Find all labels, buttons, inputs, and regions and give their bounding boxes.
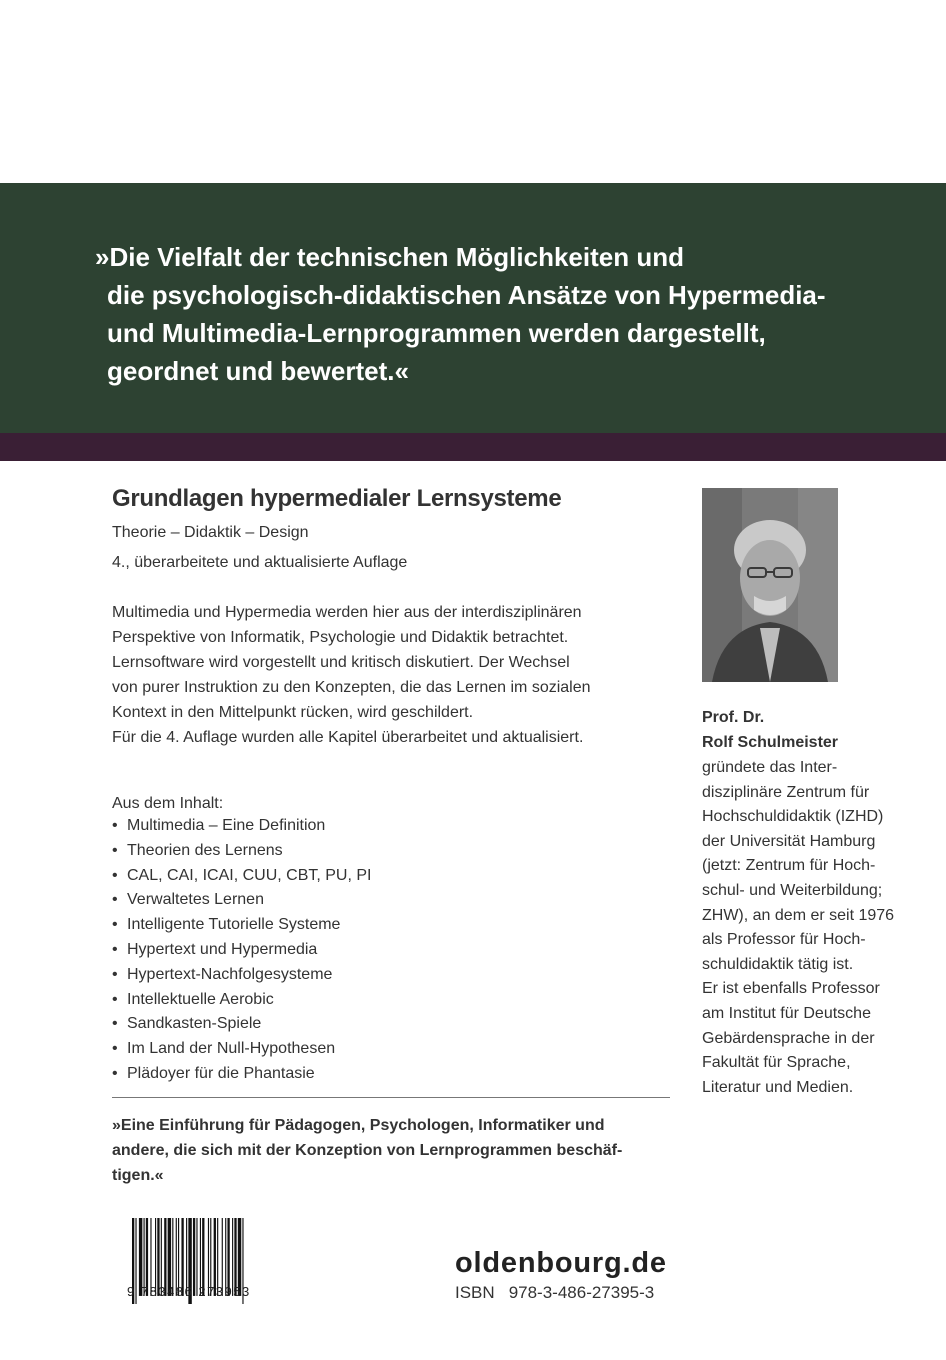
list-item: • Hypertext und Hypermedia [112,938,372,963]
description-line: Kontext in den Mittelpunkt rücken, wird geschildert. [112,704,474,721]
list-item: • CAL, CAI, ICAI, CUU, CBT, PU, PI [112,864,372,889]
description-line: Für die 4. Auflage wurden alle Kapitel überarbeitet und aktualisiert. [112,729,584,746]
bullet-icon: • [112,891,118,909]
isbn [455,1283,654,1303]
list-item: • Plädoyer für die Phantasie [112,1062,372,1087]
book-edition: 4., überarbeitete und aktualisierte Auflage [112,554,408,571]
bullet-icon: • [112,990,118,1008]
author-heading [702,705,838,755]
top-quote-line: »Die Vielfalt der technischen Möglichkeiten und [95,242,684,272]
bullet-icon: • [112,817,118,834]
isbn-label: ISBN [455,1283,495,1302]
list-item: • Intellektuelle Aerobic [112,988,372,1013]
top-quote-line: und Multimedia-Lernprogrammen werden dargestellt, [107,318,766,348]
bottom-quote-line: »Eine Einführung für Pädagogen, Psychologen, Informatiker und [112,1117,605,1134]
bullet-icon: • [112,965,118,983]
author-photo [702,488,838,682]
bio-line: ZHW), an dem er seit 1976 [702,906,895,924]
bio-line: disziplinäre Zentrum für [702,783,870,801]
bio-line: am Institut für Deutsche [702,1004,871,1022]
bio-line: Er ist ebenfalls Professor [702,980,880,998]
description-line: von purer Instruktion zu den Konzepten, die das Lernen im sozialen [112,679,591,696]
author-portrait-icon [702,488,838,682]
bio-line: als Professor für Hoch- [702,931,866,949]
list-item: • Multimedia – Eine Definition [112,814,372,839]
bullet-icon: • [112,1040,118,1058]
publisher-url: oldenbourg.de [455,1247,667,1279]
author-name: Rolf Schulmeister [702,734,839,751]
book-subtitle: Theorie – Didaktik – Design [112,524,309,541]
isbn-number: 978-3-486-27395-3 [508,1283,655,1302]
bio-line: Literatur und Medien. [702,1078,854,1096]
bullet-icon: • [112,841,118,859]
contents-heading: Aus dem Inhalt: [112,795,224,812]
list-item: • Verwaltetes Lernen [112,888,372,913]
barcode-number: 9 783486 273953 [127,1284,251,1299]
author-title: Prof. Dr. [702,709,765,726]
list-item: • Sandkasten-Spiele [112,1012,372,1037]
contents-list [112,814,372,1087]
description-line: Perspektive von Informatik, Psychologie und Didaktik betrachtet. [112,629,569,646]
top-quote [95,238,855,390]
accent-stripe [0,433,946,461]
divider [112,1097,670,1098]
top-quote-line: die psychologisch-didaktischen Ansätze von Hypermedia- [107,280,826,310]
bio-line: (jetzt: Zentrum für Hoch- [702,857,876,875]
bullet-icon: • [112,940,118,958]
bottom-quote-line: tigen.« [112,1167,164,1184]
bio-line: Hochschuldidaktik (IZHD) [702,808,884,826]
bio-line: Gebärdensprache in der [702,1029,875,1047]
bio-line: schul- und Weiterbildung; [702,881,883,899]
bullet-icon: • [112,916,118,934]
bio-line: der Universität Hamburg [702,832,876,850]
list-item: • Intelligente Tutorielle Systeme [112,913,372,938]
bullet-icon: • [112,1015,118,1033]
top-quote-line: geordnet und bewertet.« [107,356,409,386]
bottom-quote-line: andere, die sich mit der Konzeption von Lernprogrammen beschäf- [112,1142,623,1159]
bullet-icon: • [112,1064,118,1082]
book-title: Grundlagen hypermedialer Lernsysteme [112,485,562,512]
bio-line: Fakultät für Sprache, [702,1054,851,1072]
bullet-icon: • [112,866,118,884]
book-description [112,600,672,750]
list-item: • Im Land der Null-Hypothesen [112,1037,372,1062]
description-line: Multimedia und Hypermedia werden hier aus der interdisziplinären [112,604,582,621]
bio-line: schuldidaktik tätig ist. [702,955,854,973]
description-line: Lernsoftware wird vorgestellt und kritisch diskutiert. Der Wechsel [112,654,570,671]
list-item: • Hypertext-Nachfolgesysteme [112,963,372,988]
list-item: • Theorien des Lernens [112,839,372,864]
bottom-quote [112,1113,672,1188]
bio-line: gründete das Inter- [702,759,838,776]
author-bio [702,756,922,1100]
